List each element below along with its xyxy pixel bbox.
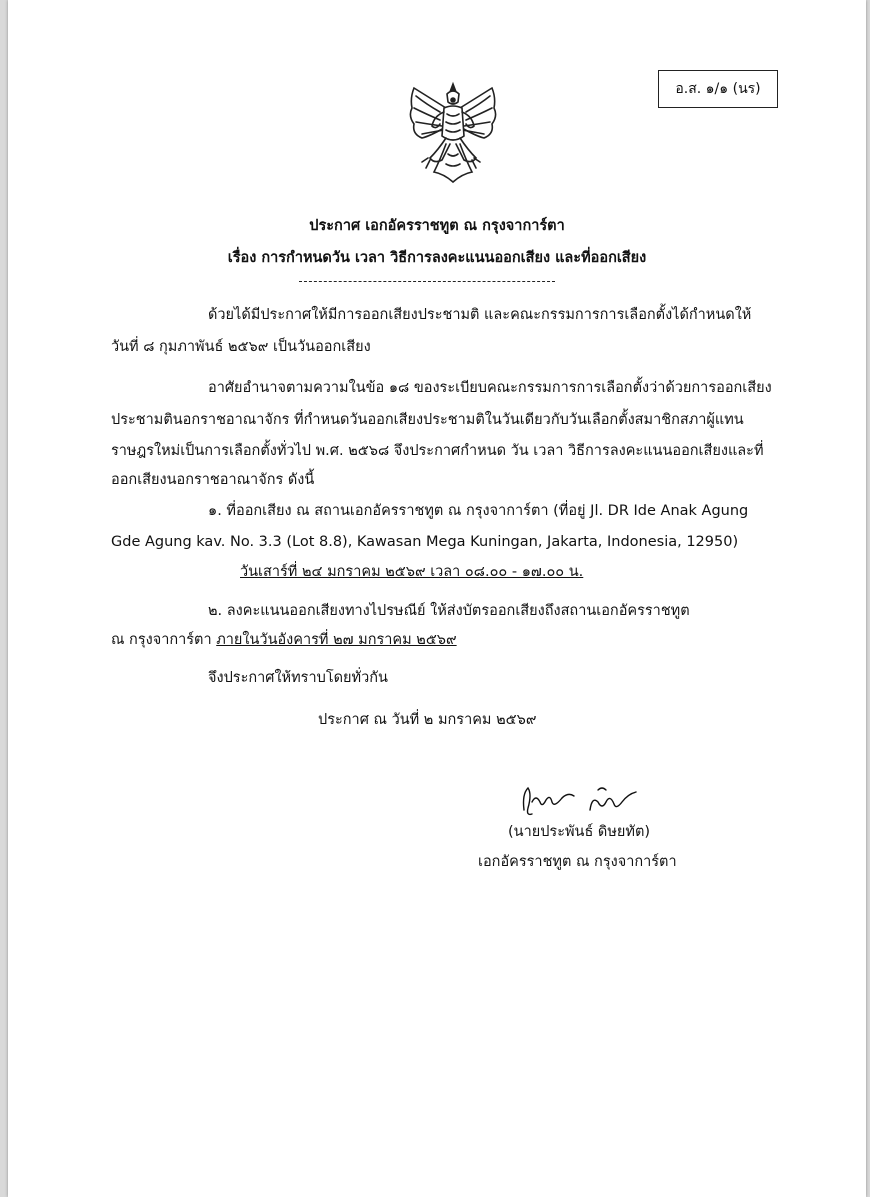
signer-title: เอกอัครราชทูต ณ กรุงจาการ์ตา bbox=[478, 854, 677, 870]
item1-line1: ๑. ที่ออกเสียง ณ สถานเอกอัครราชทูต ณ กรุงจาการ์ตา (ที่อยู่ Jl. DR Ide Anak Agung bbox=[208, 503, 749, 519]
document-page bbox=[8, 0, 866, 1197]
para2-line1: อาศัยอำนาจตามความในข้อ ๑๘ ของระเบียบคณะกรรมการการเลือกตั้งว่าด้วยการออกเสียง bbox=[208, 380, 772, 396]
item1-line2: Gde Agung kav. No. 3.3 (Lot 8.8), Kawasan Mega Kuningan, Jakarta, Indonesia, 12950) bbox=[111, 534, 739, 550]
heading-divider bbox=[299, 281, 555, 282]
para2-line2: ประชามตินอกราชอาณาจักร ที่กำหนดวันออกเสียงประชามติในวันเดียวกับวันเลือกตั้งสมาชิกสภาผู้แทน bbox=[111, 412, 744, 428]
voting-date-time: วันเสาร์ที่ ๒๔ มกราคม ๒๕๖๙ เวลา ๐๘.๐๐ - ๑๗.๐๐ น. bbox=[240, 564, 584, 580]
garuda-emblem-icon bbox=[400, 78, 506, 188]
para1-line2: วันที่ ๘ กุมภาพันธ์ ๒๕๖๙ เป็นวันออกเสียง bbox=[111, 339, 371, 355]
para2-line4: ออกเสียงนอกราชอาณาจักร ดังนี้ bbox=[111, 472, 315, 488]
form-code-box bbox=[658, 70, 778, 108]
handwritten-signature bbox=[518, 780, 648, 822]
item2-line1: ๒. ลงคะแนนออกเสียงทางไปรษณีย์ ให้ส่งบัตรออกเสียงถึงสถานเอกอัครราชทูต bbox=[208, 603, 690, 619]
mail-deadline: ภายในวันอังคารที่ ๒๗ มกราคม ๒๕๖๙ bbox=[216, 632, 457, 648]
closing-line: จึงประกาศให้ทราบโดยทั่วกัน bbox=[208, 670, 388, 686]
signer-name: (นายประพันธ์ ดิษยทัต) bbox=[508, 824, 651, 840]
announcement-title: ประกาศ เอกอัครราชทูต ณ กรุงจาการ์ตา bbox=[309, 218, 565, 234]
announcement-subject: เรื่อง การกำหนดวัน เวลา วิธีการลงคะแนนออกเสียง และที่ออกเสียง bbox=[227, 250, 647, 266]
announcement-date: ประกาศ ณ วันที่ ๒ มกราคม ๒๕๖๙ bbox=[318, 712, 537, 728]
item2-line2 bbox=[111, 630, 457, 650]
para1-line1: ด้วยได้มีประกาศให้มีการออกเสียงประชามติ และคณะกรรมการการเลือกตั้งได้กำหนดให้ bbox=[208, 307, 752, 323]
form-code: อ.ส. ๑/๑ (นร) bbox=[675, 81, 761, 97]
item2-line2-prefix: ณ กรุงจาการ์ตา bbox=[111, 632, 217, 648]
para2-line3: ราษฎรใหม่เป็นการเลือกตั้งทั่วไป พ.ศ. ๒๕๖๘ จึงประกาศกำหนด วัน เวลา วิธีการลงคะแนนออกเสียงและที่ bbox=[111, 443, 764, 459]
